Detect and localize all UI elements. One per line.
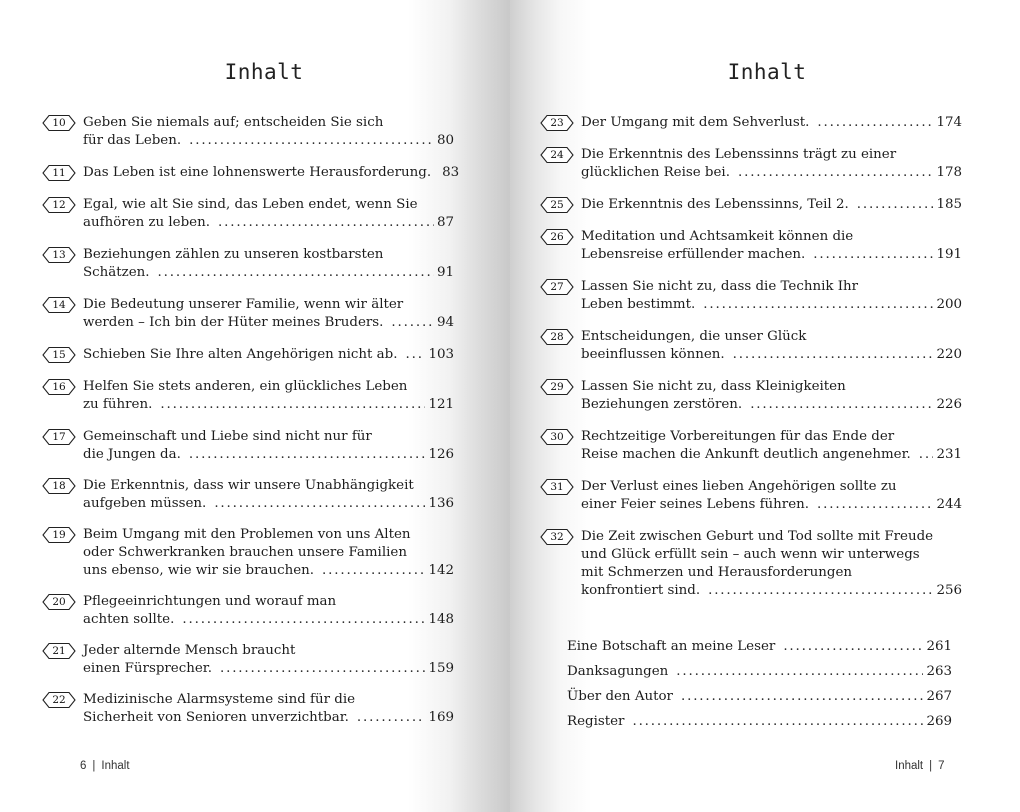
entry-title-line: oder Schwerkranken brauchen unsere Familien bbox=[83, 545, 407, 560]
chapter-badge bbox=[42, 477, 76, 495]
dot-leader bbox=[357, 709, 426, 727]
dot-leader bbox=[919, 446, 934, 464]
toc-list bbox=[540, 114, 962, 614]
entry-page-number: 261 bbox=[926, 639, 952, 654]
entry-title-line: uns ebenso, wie wir sie brauchen. bbox=[83, 563, 315, 578]
entry-page-number: 126 bbox=[428, 447, 454, 462]
toc-entry[interactable] bbox=[42, 526, 454, 580]
chapter-number: 19 bbox=[52, 529, 66, 541]
entry-title-line: zu führen. bbox=[83, 397, 153, 412]
chapter-number: 15 bbox=[52, 349, 66, 361]
toc-entry[interactable] bbox=[42, 296, 454, 332]
chapter-badge bbox=[540, 428, 574, 446]
entry-title-line: die Jungen da. bbox=[83, 447, 181, 462]
toc-entry[interactable] bbox=[42, 642, 454, 678]
entry-title-last-line bbox=[83, 446, 454, 464]
dot-leader bbox=[220, 660, 425, 678]
chapter-badge bbox=[540, 228, 574, 246]
toc-entry[interactable] bbox=[42, 477, 454, 513]
entry-page-number: 87 bbox=[436, 215, 454, 230]
chapter-number: 13 bbox=[52, 249, 66, 261]
entry-title-line: Die Erkenntnis des Lebenssinns trägt zu einer bbox=[581, 147, 897, 162]
entry-page-number: 148 bbox=[428, 612, 454, 627]
entry-title: Register bbox=[567, 714, 625, 729]
entry-title-line: Geben Sie niemals auf; entscheiden Sie sich bbox=[83, 115, 384, 130]
entry-title-last-line bbox=[83, 660, 454, 678]
dot-leader bbox=[676, 663, 923, 681]
chapter-badge bbox=[540, 328, 574, 346]
entry-title-line: mit Schmerzen und Herausforderungen bbox=[581, 565, 853, 580]
entry-title-last-line bbox=[83, 562, 454, 580]
dot-leader bbox=[189, 446, 426, 464]
entry-title-line: aufhören zu leben. bbox=[83, 215, 210, 230]
entry-title-last-line bbox=[83, 709, 454, 727]
entry-title-last-line bbox=[83, 132, 454, 150]
entry-page-number: 83 bbox=[442, 165, 460, 180]
page-number: 6 bbox=[80, 760, 87, 772]
chapter-badge bbox=[42, 196, 76, 214]
entry-title-line: Beziehungen zählen zu unseren kostbarsten bbox=[83, 247, 384, 262]
toc-entry[interactable] bbox=[540, 378, 962, 414]
dot-leader bbox=[391, 314, 434, 332]
entry-title-line: aufgeben müssen. bbox=[83, 496, 207, 511]
toc-entry[interactable] bbox=[42, 164, 460, 182]
toc-entry[interactable] bbox=[540, 114, 962, 132]
chapter-number: 20 bbox=[52, 596, 66, 608]
chapter-badge bbox=[42, 428, 76, 446]
entry-title-line: konfrontiert sind. bbox=[581, 583, 701, 598]
entry-title-line: Rechtzeitige Vorbereitungen für das Ende der bbox=[581, 429, 895, 444]
dot-leader bbox=[708, 582, 933, 600]
back-matter-entry[interactable] bbox=[567, 663, 952, 681]
entry-title-line: Egal, wie alt Sie sind, das Leben endet, wenn Sie bbox=[83, 197, 418, 212]
entry-page-number: 256 bbox=[936, 583, 962, 598]
entry-title-line: Beim Umgang mit den Problemen von uns Alten bbox=[83, 527, 411, 542]
entry-title-line: Der Umgang mit dem Sehverlust. bbox=[581, 115, 810, 130]
footer-separator: | bbox=[929, 760, 933, 772]
entry-title-line: Die Erkenntnis, dass wir unsere Unabhängigkeit bbox=[83, 478, 414, 493]
entry-title-line: achten sollte. bbox=[83, 612, 175, 627]
entry-title-line: Leben bestimmt. bbox=[581, 297, 696, 312]
toc-entry[interactable] bbox=[42, 114, 454, 150]
chapter-badge bbox=[42, 246, 76, 264]
entry-page-number: 159 bbox=[428, 661, 454, 676]
entry-title-line: Die Zeit zwischen Geburt und Tod sollte mit Freude bbox=[581, 529, 934, 544]
entry-page-number: 267 bbox=[926, 689, 952, 704]
entry-page-number: 191 bbox=[936, 247, 962, 262]
entry-title-line: Entscheidungen, die unser Glück bbox=[581, 329, 807, 344]
entry-title-last-line bbox=[581, 246, 962, 264]
page-title: Inhalt bbox=[727, 60, 807, 84]
entry-title-line: beeinflussen können. bbox=[581, 347, 725, 362]
toc-entry[interactable] bbox=[42, 196, 454, 232]
toc-entry[interactable] bbox=[540, 228, 962, 264]
dot-leader bbox=[857, 196, 934, 214]
entry-title-line: Schieben Sie Ihre alten Angehörigen nicht ab. bbox=[83, 347, 398, 362]
dot-leader bbox=[817, 496, 933, 514]
entry-title: Eine Botschaft an meine Leser bbox=[567, 639, 776, 654]
entry-title: Danksagungen bbox=[567, 664, 669, 679]
footer-separator: | bbox=[92, 760, 96, 772]
toc-entry[interactable] bbox=[42, 691, 454, 727]
entry-line bbox=[567, 638, 952, 656]
chapter-badge bbox=[540, 146, 574, 164]
entry-title-last-line bbox=[581, 496, 962, 514]
entry-page-number: 174 bbox=[936, 115, 962, 130]
dot-leader bbox=[783, 638, 923, 656]
entry-title-line: Lassen Sie nicht zu, dass die Technik Ihr bbox=[581, 279, 859, 294]
entry-page-number: 91 bbox=[436, 265, 454, 280]
chapter-badge bbox=[540, 378, 574, 396]
entry-page-number: 80 bbox=[436, 133, 454, 148]
entry-page-number: 169 bbox=[428, 710, 454, 725]
back-matter-list bbox=[567, 638, 952, 738]
entry-title-line: Der Verlust eines lieben Angehörigen sollte zu bbox=[581, 479, 897, 494]
entry-title-last-line bbox=[83, 314, 454, 332]
dot-leader bbox=[182, 611, 425, 629]
entry-title-line: und Glück erfüllt sein – auch wenn wir unterwegs bbox=[581, 547, 920, 562]
chapter-number: 16 bbox=[52, 381, 66, 393]
entry-title-last-line bbox=[83, 164, 460, 182]
entry-page-number: 94 bbox=[436, 315, 454, 330]
dot-leader bbox=[218, 214, 434, 232]
toc-entry[interactable] bbox=[42, 346, 454, 364]
dot-leader bbox=[214, 495, 425, 513]
entry-title-last-line bbox=[581, 346, 962, 364]
entry-title-line: einen Fürsprecher. bbox=[83, 661, 212, 676]
toc-entry[interactable] bbox=[42, 593, 454, 629]
entry-page-number: 178 bbox=[936, 165, 962, 180]
entry-page-number: 231 bbox=[936, 447, 962, 462]
entry-title-last-line bbox=[83, 611, 454, 629]
entry-title-line: Die Erkenntnis des Lebenssinns, Teil 2. bbox=[581, 197, 849, 212]
dot-leader bbox=[681, 688, 923, 706]
entry-title-line: Pflegeeinrichtungen und worauf man bbox=[83, 594, 337, 609]
toc-entry[interactable] bbox=[540, 278, 962, 314]
back-matter-entry[interactable] bbox=[567, 688, 952, 706]
entry-page-number: 200 bbox=[936, 297, 962, 312]
toc-list bbox=[42, 114, 460, 741]
chapter-number: 10 bbox=[52, 117, 66, 129]
entry-title-last-line bbox=[83, 264, 454, 282]
dot-leader bbox=[813, 246, 933, 264]
dot-leader bbox=[160, 396, 425, 414]
entry-title-last-line bbox=[581, 396, 962, 414]
entry-title-line: glücklichen Reise bei. bbox=[581, 165, 730, 180]
chapter-number: 23 bbox=[550, 117, 564, 129]
chapter-badge bbox=[540, 478, 574, 496]
chapter-badge bbox=[540, 278, 574, 296]
toc-entry[interactable] bbox=[42, 378, 454, 414]
toc-entry[interactable] bbox=[540, 528, 962, 600]
chapter-number: 28 bbox=[550, 331, 564, 343]
entry-title-line: Das Leben ist eine lohnenswerte Herausforderung. bbox=[83, 165, 432, 180]
page-number: 7 bbox=[938, 760, 945, 772]
entry-title-line: Sicherheit von Senioren unverzichtbar. bbox=[83, 710, 349, 725]
entry-line bbox=[567, 663, 952, 681]
dot-leader bbox=[703, 296, 933, 314]
entry-line bbox=[567, 688, 952, 706]
dot-leader bbox=[817, 114, 933, 132]
chapter-number: 32 bbox=[550, 531, 564, 543]
entry-page-number: 142 bbox=[428, 563, 454, 578]
chapter-badge bbox=[42, 526, 76, 544]
dot-leader bbox=[738, 164, 933, 182]
chapter-number: 11 bbox=[52, 167, 66, 179]
chapter-number: 22 bbox=[52, 694, 66, 706]
entry-page-number: 136 bbox=[428, 496, 454, 511]
footer-label: Inhalt bbox=[101, 760, 130, 772]
entry-title-last-line bbox=[581, 196, 962, 214]
dot-leader bbox=[632, 713, 923, 731]
entry-title-line: Lassen Sie nicht zu, dass Kleinigkeiten bbox=[581, 379, 846, 394]
entry-page-number: 121 bbox=[428, 397, 454, 412]
entry-title-line: Reise machen die Ankunft deutlich angenehmer. bbox=[581, 447, 911, 462]
back-matter-entry[interactable] bbox=[567, 638, 952, 656]
entry-title-last-line bbox=[581, 446, 962, 464]
toc-entry[interactable] bbox=[540, 146, 962, 182]
entry-title-last-line bbox=[83, 346, 454, 364]
toc-entry[interactable] bbox=[540, 196, 962, 214]
dot-leader bbox=[405, 346, 425, 364]
chapter-badge bbox=[540, 196, 574, 214]
entry-title-line: Lebensreise erfüllender machen. bbox=[581, 247, 806, 262]
entry-page-number: 263 bbox=[926, 664, 952, 679]
chapter-number: 29 bbox=[550, 381, 564, 393]
entry-title-line: für das Leben. bbox=[83, 133, 182, 148]
entry-title-line: Schätzen. bbox=[83, 265, 150, 280]
toc-entry[interactable] bbox=[42, 246, 454, 282]
dot-leader bbox=[189, 132, 434, 150]
chapter-number: 17 bbox=[52, 431, 66, 443]
entry-title-line: Meditation und Achtsamkeit können die bbox=[581, 229, 854, 244]
entry-title-line: einer Feier seines Lebens führen. bbox=[581, 497, 809, 512]
entry-line bbox=[567, 713, 952, 731]
back-matter-entry[interactable] bbox=[567, 713, 952, 731]
chapter-badge bbox=[42, 691, 76, 709]
chapter-number: 24 bbox=[550, 149, 564, 161]
page-footer bbox=[80, 760, 130, 772]
chapter-number: 27 bbox=[550, 281, 564, 293]
chapter-badge bbox=[42, 114, 76, 132]
chapter-badge bbox=[42, 346, 76, 364]
chapter-number: 26 bbox=[550, 231, 564, 243]
toc-entry[interactable] bbox=[540, 428, 962, 464]
entry-title-line: Helfen Sie stets anderen, ein glückliches Leben bbox=[83, 379, 408, 394]
chapter-badge bbox=[42, 296, 76, 314]
entry-page-number: 185 bbox=[936, 197, 962, 212]
page-title: Inhalt bbox=[224, 60, 304, 84]
entry-page-number: 103 bbox=[428, 347, 454, 362]
chapter-badge bbox=[42, 593, 76, 611]
entry-title-last-line bbox=[581, 582, 962, 600]
entry-page-number: 244 bbox=[936, 497, 962, 512]
entry-page-number: 220 bbox=[936, 347, 962, 362]
toc-entry[interactable] bbox=[540, 328, 962, 364]
page-footer bbox=[895, 760, 945, 772]
dot-leader bbox=[322, 562, 425, 580]
entry-title-line: Die Bedeutung unserer Familie, wenn wir älter bbox=[83, 297, 404, 312]
chapter-badge bbox=[42, 164, 76, 182]
chapter-number: 31 bbox=[550, 481, 564, 493]
chapter-number: 30 bbox=[550, 431, 564, 443]
footer-label: Inhalt bbox=[895, 760, 924, 772]
toc-entry[interactable] bbox=[540, 478, 962, 514]
entry-title: Über den Autor bbox=[567, 689, 673, 704]
entry-title-last-line bbox=[83, 214, 454, 232]
dot-leader bbox=[733, 346, 934, 364]
dot-leader bbox=[158, 264, 434, 282]
entry-title-line: Beziehungen zerstören. bbox=[581, 397, 743, 412]
entry-title-line: Jeder alternde Mensch braucht bbox=[83, 643, 296, 658]
chapter-number: 25 bbox=[550, 199, 564, 211]
chapter-badge bbox=[42, 378, 76, 396]
chapter-badge bbox=[540, 528, 574, 546]
entry-title-last-line bbox=[581, 114, 962, 132]
dot-leader bbox=[750, 396, 933, 414]
entry-title-last-line bbox=[83, 396, 454, 414]
entry-title-line: Gemeinschaft und Liebe sind nicht nur für bbox=[83, 429, 372, 444]
entry-title-last-line bbox=[581, 296, 962, 314]
chapter-number: 18 bbox=[52, 480, 66, 492]
chapter-number: 14 bbox=[52, 299, 66, 311]
entry-title-last-line bbox=[83, 495, 454, 513]
chapter-badge bbox=[42, 642, 76, 660]
entry-title-line: werden – Ich bin der Hüter meines Bruders. bbox=[83, 315, 384, 330]
entry-page-number: 226 bbox=[936, 397, 962, 412]
chapter-number: 21 bbox=[52, 645, 66, 657]
chapter-badge bbox=[540, 114, 574, 132]
chapter-number: 12 bbox=[52, 199, 66, 211]
entry-title-last-line bbox=[581, 164, 962, 182]
entry-page-number: 269 bbox=[926, 714, 952, 729]
entry-title-line: Medizinische Alarmsysteme sind für die bbox=[83, 692, 356, 707]
toc-entry[interactable] bbox=[42, 428, 454, 464]
